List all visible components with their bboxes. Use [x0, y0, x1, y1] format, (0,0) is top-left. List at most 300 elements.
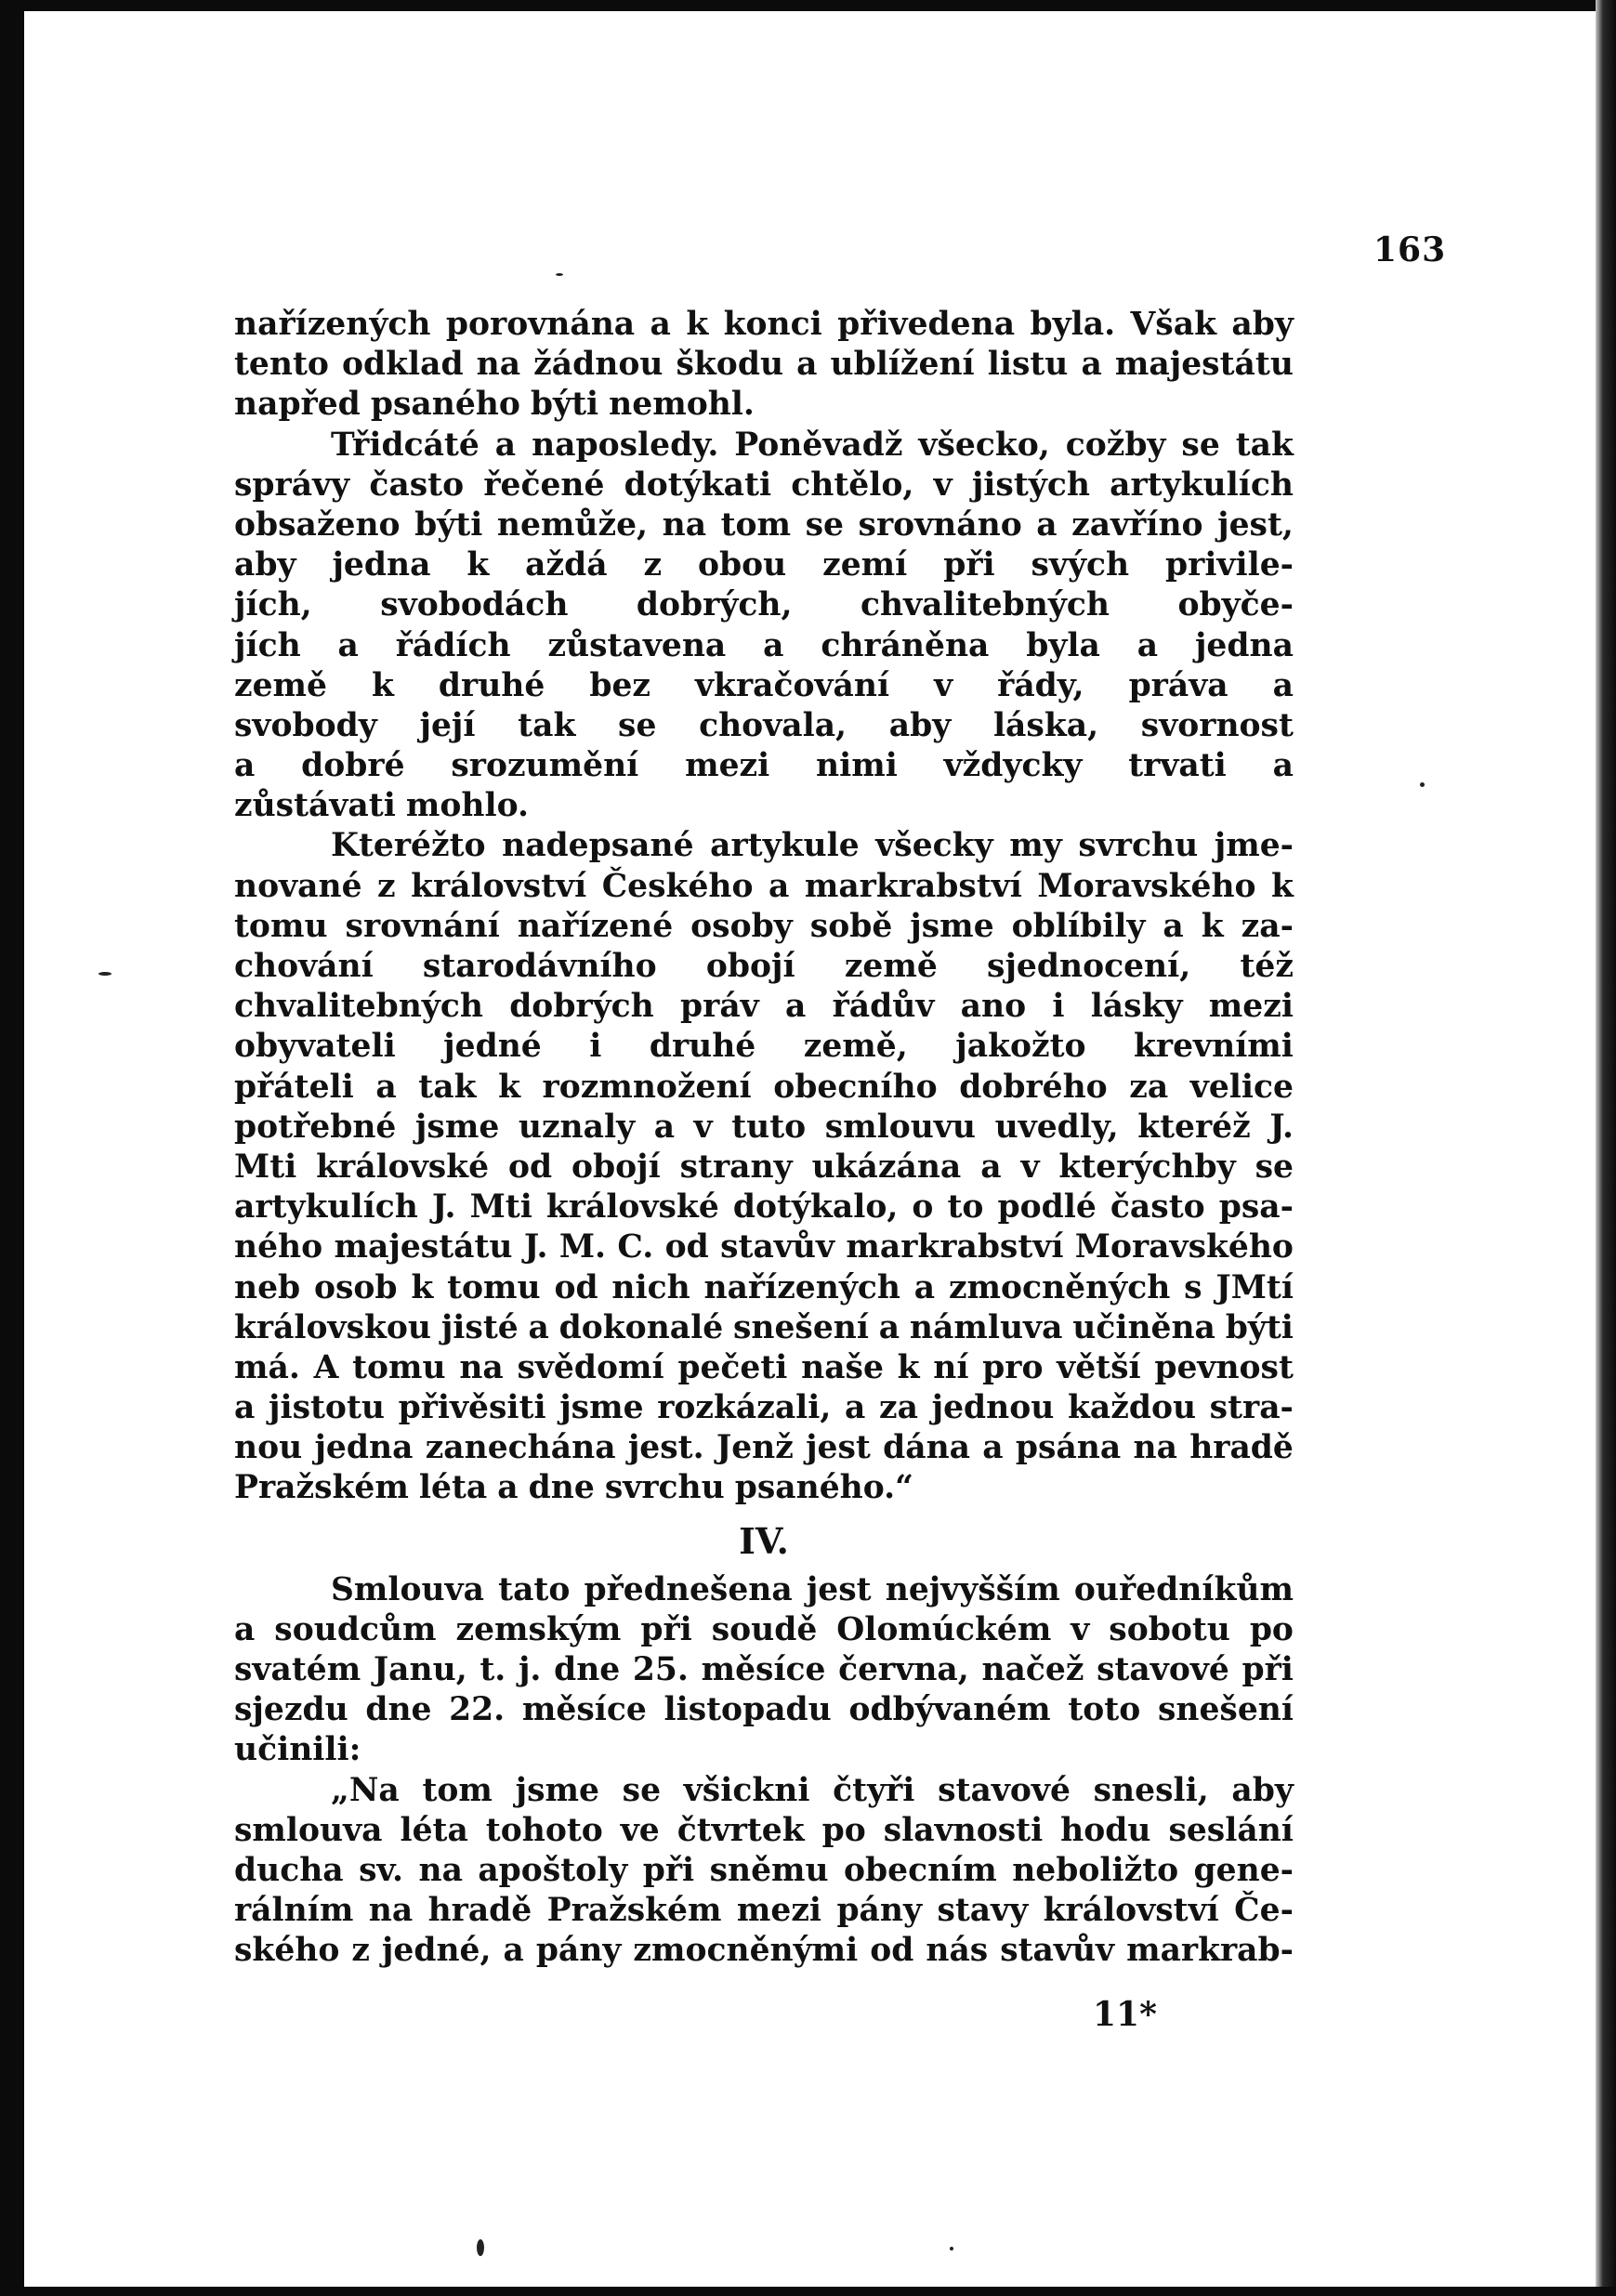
word: psána	[1015, 1429, 1122, 1467]
word: čtvrtek	[677, 1811, 805, 1849]
word: léta	[418, 1469, 488, 1507]
word: A	[313, 1348, 339, 1386]
word: byla	[1026, 626, 1100, 664]
word: srovnání	[345, 907, 500, 945]
text-line	[234, 1690, 1294, 1730]
word: obyče-	[1177, 586, 1294, 624]
word: rozkázali,	[657, 1389, 832, 1427]
word: a	[1272, 666, 1294, 704]
word: C.	[617, 1228, 654, 1266]
word: června,	[838, 1651, 969, 1688]
word: nařízené	[517, 907, 674, 945]
word: nařízených	[234, 306, 431, 343]
word: a	[1136, 626, 1159, 664]
word: větší	[1057, 1348, 1141, 1386]
word: J.	[431, 1188, 456, 1227]
word: Moravského	[1037, 867, 1256, 905]
word: naposledy.	[532, 426, 719, 464]
word: pány	[836, 1892, 923, 1930]
word: jedné	[443, 1028, 542, 1066]
scan-speck	[950, 2247, 953, 2250]
word: majestátu	[334, 1228, 513, 1266]
word: často	[369, 466, 465, 504]
text-after-heading	[234, 1570, 1294, 1972]
word: a	[1163, 907, 1184, 945]
word: stavové	[938, 1771, 1071, 1809]
word: z	[377, 867, 396, 905]
word: nich	[611, 1268, 690, 1306]
word: a	[980, 1148, 1002, 1186]
word: kterýchby	[1058, 1148, 1236, 1186]
word: zemí	[822, 546, 908, 584]
word: aby	[1231, 306, 1294, 343]
word: tom	[422, 1771, 493, 1809]
word: na	[368, 1892, 414, 1930]
word: nou	[234, 1429, 303, 1467]
word: bez	[589, 666, 650, 704]
word: při	[1242, 1651, 1294, 1688]
word: lásky	[1090, 988, 1183, 1026]
word: tak	[1235, 426, 1294, 464]
word: učiněna	[1072, 1308, 1215, 1346]
text-line	[234, 1388, 1294, 1428]
word: artykule	[710, 827, 860, 865]
text-line	[234, 1851, 1294, 1891]
word: svobodách	[380, 586, 569, 624]
word: při	[640, 1610, 692, 1648]
word: a	[1036, 505, 1058, 544]
word: dobrých	[509, 988, 654, 1026]
word: země	[844, 948, 938, 985]
word: J.	[523, 1228, 548, 1266]
word: JMtí	[1215, 1268, 1294, 1306]
word: jisté	[440, 1308, 519, 1346]
word: tak	[418, 1068, 477, 1106]
word: tomu	[234, 907, 328, 945]
word: neboližto	[1012, 1851, 1179, 1889]
word: nimi	[816, 747, 898, 785]
word: cožby	[1065, 426, 1166, 464]
word: královské	[545, 1188, 719, 1227]
word: země	[234, 666, 327, 704]
word: práva	[1128, 666, 1228, 704]
word: privile-	[1165, 546, 1294, 584]
word: na	[418, 1851, 463, 1889]
word: správy	[234, 466, 350, 504]
word: obou	[698, 546, 787, 584]
word: hradě	[1189, 1429, 1294, 1467]
word: řádích	[395, 626, 511, 664]
word: řečené	[483, 466, 605, 504]
text-line	[234, 385, 1294, 425]
word: Smlouva	[331, 1570, 485, 1608]
word: k	[1201, 907, 1224, 945]
word: učinili:	[234, 1731, 361, 1769]
word: podlé	[997, 1188, 1097, 1227]
word: krevními	[1134, 1028, 1294, 1066]
word: neb	[234, 1268, 301, 1306]
word: Poněvadž	[734, 426, 903, 464]
word: námluva	[909, 1308, 1063, 1346]
word: Pražském	[234, 1469, 409, 1507]
text-line	[234, 746, 1294, 786]
word: druhé	[438, 666, 545, 704]
text-line	[234, 1771, 1294, 1811]
word: za	[1129, 1068, 1169, 1106]
word: tom	[720, 505, 792, 544]
word: každou	[1067, 1389, 1197, 1427]
word: snešení	[732, 1308, 869, 1346]
word: po	[1249, 1610, 1294, 1648]
text-line	[234, 505, 1294, 545]
word: porovnána	[445, 306, 636, 343]
word: se	[805, 505, 844, 544]
word: všecko,	[918, 426, 1050, 464]
word: jedna	[314, 1429, 414, 1467]
word: se	[1181, 426, 1220, 464]
word: jedna	[332, 546, 431, 584]
word: a	[878, 1308, 900, 1346]
word: vždycky	[943, 747, 1083, 785]
word: seslání	[1168, 1811, 1294, 1849]
word: čtyři	[833, 1771, 915, 1809]
word: stavové	[1097, 1651, 1229, 1688]
word: dne	[365, 1691, 432, 1729]
word: ukázána	[811, 1148, 962, 1186]
word: a	[494, 426, 517, 464]
word: měsíce	[701, 1651, 826, 1688]
word: odbývaném	[848, 1691, 1051, 1729]
word: Českého	[601, 867, 754, 905]
text-line	[234, 1811, 1294, 1851]
word: dokonalé	[558, 1308, 724, 1346]
word: dána	[883, 1429, 971, 1467]
word: též	[1240, 948, 1294, 985]
text-line	[234, 1108, 1294, 1148]
word: jakožto	[955, 1028, 1086, 1066]
word: po	[821, 1811, 866, 1849]
word: k	[686, 306, 709, 343]
word: srozumění	[451, 747, 639, 785]
word: přáteli	[234, 1068, 354, 1106]
word: chvalitebných	[234, 988, 483, 1026]
word: se	[618, 706, 657, 744]
word: gene-	[1193, 1851, 1294, 1889]
word: svrchu	[604, 1469, 725, 1507]
word: jest	[806, 1429, 871, 1467]
word: nované	[234, 867, 362, 905]
word: i	[589, 1028, 602, 1066]
word: dne	[554, 1651, 621, 1688]
word: smlouva	[234, 1811, 383, 1849]
word: obyvateli	[234, 1028, 396, 1066]
word: při	[943, 546, 995, 584]
word: láska,	[992, 706, 1099, 744]
word: kteréž	[1137, 1108, 1251, 1146]
word: svrchu	[1078, 827, 1199, 865]
word: a	[1081, 346, 1102, 384]
scan-speck	[556, 273, 563, 276]
word: přednešena	[584, 1570, 793, 1608]
word: hradě	[427, 1892, 532, 1930]
word: srovnáno	[858, 505, 1022, 544]
word: od	[554, 1268, 598, 1306]
word: jsme	[910, 907, 994, 945]
word: aždá	[525, 546, 608, 584]
word: markrab-	[1126, 1932, 1294, 1970]
word: ného	[234, 1228, 323, 1266]
word: rozmnožení	[542, 1068, 752, 1106]
word: jích,	[234, 586, 312, 624]
word: dne	[528, 1469, 595, 1507]
word: často	[1110, 1188, 1205, 1227]
word: žádnou	[533, 346, 663, 384]
word: a	[784, 988, 807, 1026]
word: a	[650, 306, 671, 343]
word: M.	[558, 1228, 607, 1266]
word: nemohl.	[609, 386, 755, 424]
word: řády,	[997, 666, 1084, 704]
word: chvalitebných	[861, 586, 1110, 624]
word: zůstávati	[234, 787, 396, 825]
word: a	[337, 626, 359, 664]
word: stavy	[937, 1892, 1029, 1930]
word: v	[1071, 1610, 1090, 1648]
word: t.	[480, 1651, 506, 1688]
text-line	[234, 1068, 1294, 1108]
word: smlouvu	[824, 1108, 977, 1146]
word: zmocněných	[948, 1268, 1171, 1306]
word: svatém	[234, 1651, 361, 1688]
word: Če-	[1234, 1892, 1294, 1930]
word: zmocněnými	[633, 1932, 859, 1970]
word: apoštoly	[478, 1851, 628, 1889]
word: chráněna	[821, 626, 990, 664]
word: jistých	[971, 466, 1090, 504]
word: artykulích	[1110, 466, 1294, 504]
word: a	[375, 1068, 397, 1106]
word: zůstavena	[547, 626, 727, 664]
word: sobotu	[1109, 1610, 1230, 1648]
text-line	[234, 1308, 1294, 1348]
word: hodu	[1060, 1811, 1151, 1849]
word: a	[768, 867, 790, 905]
text-line	[234, 786, 1294, 826]
word: jedné,	[381, 1932, 492, 1970]
word: v	[933, 466, 953, 504]
word: listu	[987, 346, 1069, 384]
word: dotýkati	[624, 466, 772, 504]
word: jest,	[1217, 505, 1294, 544]
word: královské	[316, 1148, 490, 1186]
word: Mti	[234, 1148, 297, 1186]
word: trvati	[1128, 747, 1227, 785]
word: nás	[926, 1932, 989, 1970]
word: dobrých,	[636, 586, 793, 624]
word: dotýkalo,	[732, 1188, 899, 1227]
word: aby	[888, 706, 952, 744]
text-line	[234, 1730, 1294, 1770]
word: všecky	[875, 827, 993, 865]
word: osob	[313, 1268, 398, 1306]
text-line	[234, 1570, 1294, 1610]
section-heading: IV.	[739, 1519, 789, 1562]
word: obecního	[773, 1068, 938, 1106]
word: mezi	[736, 1892, 822, 1930]
text-line	[234, 1348, 1294, 1388]
word: k	[466, 546, 490, 584]
scan-speck	[477, 2239, 484, 2256]
scan-border-left	[0, 0, 24, 2296]
word: potřebné	[234, 1108, 397, 1146]
text-before-heading	[234, 305, 1294, 1509]
word: psaného	[370, 386, 520, 424]
word: a	[234, 747, 256, 785]
word: mohlo.	[405, 787, 529, 825]
body-text	[234, 305, 1294, 1972]
text-line	[234, 1187, 1294, 1227]
word: svědomí	[517, 1348, 664, 1386]
word: tato	[498, 1570, 571, 1608]
word: a	[234, 1389, 256, 1427]
signature-mark: 11*	[1093, 1995, 1157, 2034]
word: ducha	[234, 1851, 344, 1889]
text-line	[234, 867, 1294, 907]
scan-border-top	[0, 0, 1616, 11]
text-line	[234, 1891, 1294, 1931]
word: jsme	[515, 1771, 599, 1809]
word: mezi	[1208, 988, 1294, 1026]
word: osoby	[690, 907, 793, 945]
text-line	[234, 1650, 1294, 1690]
word: j.	[518, 1651, 542, 1688]
word: od	[664, 1228, 709, 1266]
word: přivěsiti	[398, 1389, 546, 1427]
word: a	[845, 1389, 866, 1427]
word: listopadu	[663, 1691, 832, 1729]
word: tomu	[447, 1268, 541, 1306]
text-line	[234, 1027, 1294, 1067]
word: byla.	[1030, 306, 1116, 343]
word: druhé	[649, 1028, 756, 1066]
word: sjednocení,	[987, 948, 1191, 985]
word: konci	[723, 306, 822, 343]
word: země,	[803, 1028, 908, 1066]
word: v	[693, 1108, 713, 1146]
page-number: 163	[1373, 230, 1447, 269]
word: aby	[1231, 1771, 1294, 1809]
word: strany	[679, 1148, 793, 1186]
word: svých	[1031, 546, 1130, 584]
word: království	[1043, 1892, 1219, 1930]
word: uvedly,	[994, 1108, 1119, 1146]
scan-speck	[1420, 782, 1425, 787]
word: na	[459, 1348, 504, 1386]
word: zemským	[455, 1610, 622, 1648]
word: psa-	[1218, 1188, 1294, 1227]
word: obojí	[705, 948, 795, 985]
word: J.	[1269, 1108, 1294, 1146]
word: tak	[518, 706, 576, 744]
word: a	[528, 1308, 549, 1346]
word: má.	[234, 1348, 300, 1386]
word: „Na	[331, 1771, 400, 1809]
text-line	[234, 466, 1294, 505]
word: z	[351, 1932, 370, 1970]
word: k	[411, 1268, 434, 1306]
word: z	[643, 546, 663, 584]
word: Olomúckém	[836, 1610, 1052, 1648]
word: jsme	[414, 1108, 500, 1146]
word: a	[796, 346, 818, 384]
word: chovala,	[699, 706, 847, 744]
word: chování	[234, 948, 374, 985]
text-line	[234, 1468, 1294, 1508]
word: my	[1009, 827, 1062, 865]
text-line	[234, 545, 1294, 585]
word: velice	[1189, 1068, 1294, 1106]
scan-border-right	[1596, 0, 1616, 2296]
word: dobrého	[959, 1068, 1108, 1106]
word: Janu,	[373, 1651, 467, 1688]
word: nejvyšším	[885, 1570, 1060, 1608]
word: zanechána	[425, 1429, 616, 1467]
text-line	[234, 345, 1294, 385]
word: Třidcáté	[331, 426, 480, 464]
text-line	[234, 987, 1294, 1027]
word: k	[897, 1348, 920, 1386]
word: vkračování	[695, 666, 890, 704]
word: odklad	[341, 346, 464, 384]
word: při	[642, 1851, 695, 1889]
word: přivedena	[837, 306, 1016, 343]
word: za	[879, 1389, 918, 1427]
word: obecním	[844, 1851, 997, 1889]
scan-border-bottom	[0, 2287, 1616, 2296]
word: naše	[801, 1348, 884, 1386]
word: na	[662, 505, 707, 544]
word: pečeti	[677, 1348, 788, 1386]
word: a	[234, 1610, 256, 1648]
word: to	[947, 1188, 984, 1227]
word: škodu	[676, 346, 784, 384]
word: jsme	[559, 1389, 644, 1427]
word: napřed	[234, 386, 361, 424]
word: se	[1255, 1148, 1294, 1186]
word: tuto	[731, 1108, 807, 1146]
word: nařízených	[703, 1268, 900, 1306]
word: dobré	[301, 747, 405, 785]
text-line	[234, 826, 1294, 866]
word: ní	[933, 1348, 969, 1386]
text-line	[234, 1610, 1294, 1650]
word: býti	[1225, 1308, 1294, 1346]
word: k	[498, 1068, 520, 1106]
word: obsaženo	[234, 505, 401, 544]
word: snešení	[1157, 1691, 1294, 1729]
word: od	[870, 1932, 914, 1970]
word: artykulích	[234, 1188, 418, 1227]
word: Mti	[469, 1188, 532, 1227]
text-line	[234, 585, 1294, 625]
word: všickni	[683, 1771, 810, 1809]
word: pány	[535, 1932, 622, 1970]
word: na	[476, 346, 521, 384]
word: se	[622, 1771, 662, 1809]
word: tento	[234, 346, 329, 384]
word: ského	[234, 1932, 340, 1970]
word: o	[912, 1188, 934, 1227]
